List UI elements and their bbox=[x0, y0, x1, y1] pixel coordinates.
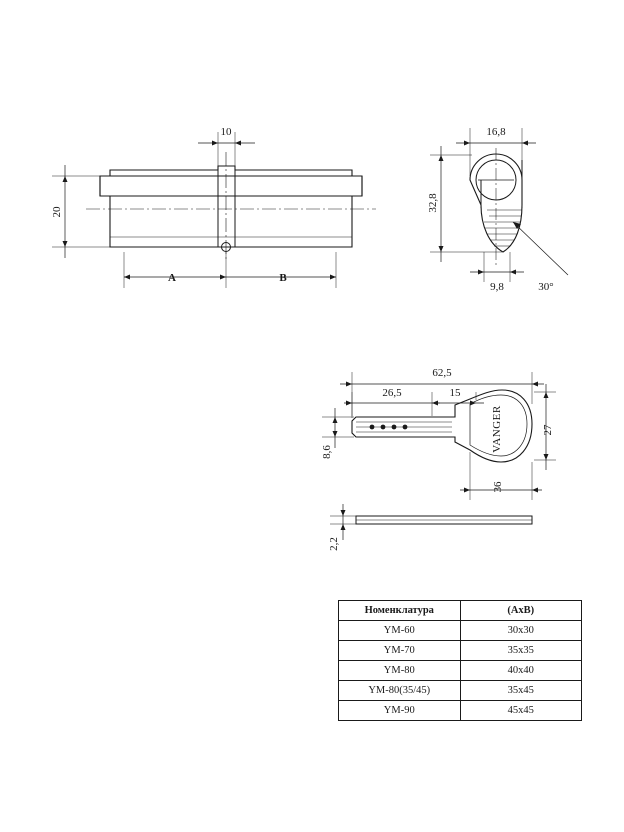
table-header-row bbox=[339, 601, 582, 621]
table-row bbox=[339, 701, 582, 721]
cylinder-side-view bbox=[86, 152, 376, 262]
cell-size: 35x35 bbox=[460, 641, 582, 661]
label-segment-a: A bbox=[168, 272, 176, 284]
key-brand-label: VANGER bbox=[491, 405, 503, 453]
table-header-axb: (AxB) bbox=[460, 601, 582, 621]
label-shoulder-length: 15 bbox=[449, 387, 461, 399]
label-blade-cut: 26,5 bbox=[382, 387, 402, 399]
label-cam-width: 10 bbox=[220, 126, 232, 138]
table-row bbox=[339, 661, 582, 681]
dimension-keyway-width bbox=[470, 252, 524, 282]
label-blade-height: 8,6 bbox=[321, 445, 333, 459]
table-header-nomenclature: Номенклатура bbox=[339, 601, 461, 621]
label-segment-b: B bbox=[279, 272, 287, 284]
cell-model: YM-80 bbox=[339, 661, 461, 681]
label-section-height: 32,8 bbox=[427, 193, 439, 213]
label-keyway-width: 9,8 bbox=[490, 281, 504, 293]
cell-model: YM-60 bbox=[339, 621, 461, 641]
label-key-length: 62,5 bbox=[432, 367, 452, 379]
table-row bbox=[339, 641, 582, 661]
table-row bbox=[339, 681, 582, 701]
dimension-key-thickness bbox=[330, 504, 358, 540]
label-section-angle: 30° bbox=[538, 281, 554, 293]
label-bow-width: 36 bbox=[492, 481, 504, 493]
cylinder-cross-section-view bbox=[470, 148, 568, 275]
cell-size: 35x45 bbox=[460, 681, 582, 701]
label-section-width: 16,8 bbox=[486, 126, 506, 138]
cell-size: 30x30 bbox=[460, 621, 582, 641]
nomenclature-table bbox=[338, 600, 582, 721]
cell-model: YM-70 bbox=[339, 641, 461, 661]
table-row bbox=[339, 621, 582, 641]
key-edge-view bbox=[356, 516, 532, 524]
cell-size: 40x40 bbox=[460, 661, 582, 681]
dimension-blade-height bbox=[322, 408, 354, 448]
key-front-view bbox=[352, 390, 532, 462]
cell-model: YM-90 bbox=[339, 701, 461, 721]
cell-model: YM-80(35/45) bbox=[339, 681, 461, 701]
label-key-thickness: 2,2 bbox=[328, 537, 340, 551]
cell-size: 45x45 bbox=[460, 701, 582, 721]
label-body-height: 20 bbox=[51, 206, 63, 218]
label-bow-height: 27 bbox=[542, 424, 554, 436]
